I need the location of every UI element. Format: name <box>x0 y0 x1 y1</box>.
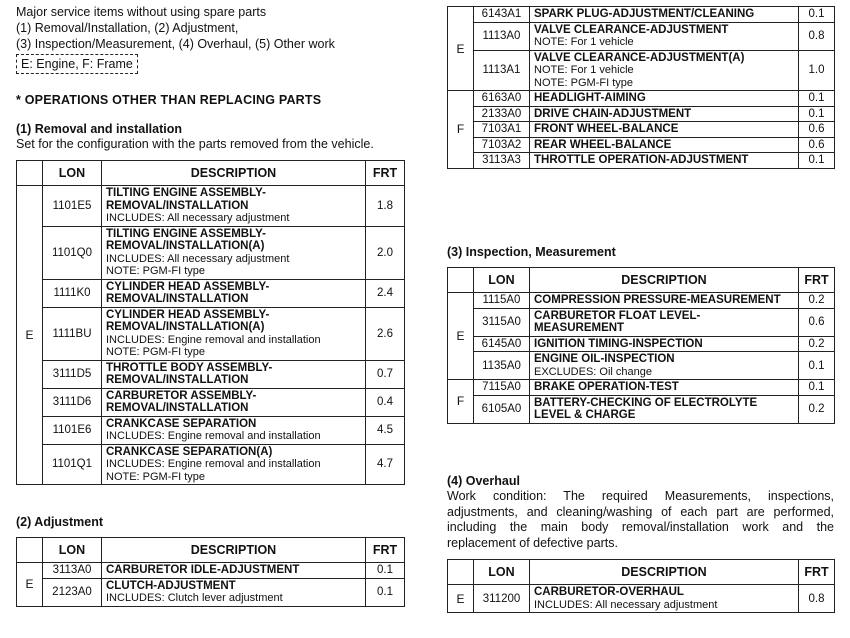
intro-text <box>16 4 335 74</box>
frt-value: 0.1 <box>799 106 835 122</box>
operation-title: BATTERY-CHECKING OF ELECTROLYTE LEVEL & CHARGE <box>534 396 758 421</box>
description <box>102 307 366 360</box>
table-row <box>448 7 835 23</box>
table-row <box>17 226 405 279</box>
table-row <box>448 308 835 336</box>
intro-line-1: Major service items without using spare parts <box>16 5 267 19</box>
operation-note: INCLUDES: Engine removal and installation NOTE: PGM-FI type <box>106 458 321 483</box>
operation-title: CLUTCH-ADJUSTMENT <box>106 579 236 592</box>
operation-note: NOTE: For 1 vehicle NOTE: PGM-FI type <box>534 64 634 89</box>
operation-title: TILTING ENGINE ASSEMBLY- REMOVAL/INSTALLATION <box>106 187 266 212</box>
lon-code: 1113A0 <box>474 22 530 50</box>
header-description: DESCRIPTION <box>102 161 366 186</box>
header-group <box>448 268 474 293</box>
lon-code: 3113A3 <box>474 153 530 169</box>
group-code: F <box>448 380 474 424</box>
operation-title: IGNITION TIMING-INSPECTION <box>534 337 703 350</box>
operation-title: ENGINE OIL-INSPECTION <box>534 353 675 365</box>
table-row <box>448 293 835 309</box>
table-row <box>448 352 835 380</box>
header-group <box>17 161 43 186</box>
frt-value: 0.1 <box>799 352 835 380</box>
frt-value: 0.1 <box>799 153 835 169</box>
table-row <box>448 50 835 91</box>
description <box>530 380 799 396</box>
table-row <box>17 279 405 307</box>
operation-title: DRIVE CHAIN-ADJUSTMENT <box>534 107 692 120</box>
header-description: DESCRIPTION <box>102 538 366 563</box>
frt-value: 0.6 <box>799 122 835 138</box>
table-adjustment-continued <box>447 6 835 169</box>
lon-code: 2133A0 <box>474 106 530 122</box>
operation-title: FRONT WHEEL-BALANCE <box>534 123 679 135</box>
operation-note: INCLUDES: Engine removal and installation NOTE: PGM-FI type <box>106 333 321 358</box>
lon-code: 311200 <box>474 585 530 613</box>
table-removal-installation <box>16 160 405 485</box>
frt-value: 0.2 <box>799 395 835 423</box>
frt-value: 0.6 <box>799 137 835 153</box>
operation-note: INCLUDES: Engine removal and installation <box>106 430 321 442</box>
description <box>530 336 799 352</box>
operation-note: INCLUDES: All necessary adjustment <box>534 598 718 611</box>
frt-value: 1.0 <box>799 50 835 91</box>
description <box>102 360 366 388</box>
frt-value: 0.2 <box>799 293 835 309</box>
lon-code: 1113A1 <box>474 50 530 91</box>
lon-code: 1115A0 <box>474 293 530 309</box>
lon-code: 3111D5 <box>43 360 102 388</box>
group-code: F <box>448 91 474 169</box>
operation-title: VALVE CLEARANCE-ADJUSTMENT <box>534 23 729 36</box>
table-row <box>17 388 405 416</box>
section-1-title: (1) Removal and installation <box>16 122 183 136</box>
table-header-row <box>448 268 835 293</box>
description <box>530 352 799 380</box>
lon-code: 1111K0 <box>43 279 102 307</box>
table-row <box>17 360 405 388</box>
description <box>530 585 799 613</box>
header-frt: FRT <box>799 560 835 585</box>
header-frt: FRT <box>799 268 835 293</box>
operation-title: COMPRESSION PRESSURE-MEASUREMENT <box>534 294 781 306</box>
description <box>102 578 366 606</box>
legend-box: E: Engine, F: Frame <box>16 54 138 74</box>
table-row <box>17 416 405 444</box>
description <box>530 122 799 138</box>
description <box>530 137 799 153</box>
frt-value: 2.6 <box>366 307 405 360</box>
lon-code: 7115A0 <box>474 380 530 396</box>
operation-title: THROTTLE BODY ASSEMBLY- REMOVAL/INSTALLATION <box>106 361 273 386</box>
description <box>102 563 366 579</box>
description <box>530 153 799 169</box>
table-row <box>448 585 835 613</box>
table-inspection-measurement <box>447 267 835 424</box>
table-overhaul <box>447 559 835 613</box>
operation-title: CRANKCASE SEPARATION(A) <box>106 445 273 458</box>
table-row <box>17 578 405 606</box>
header-frt: FRT <box>366 538 405 563</box>
header-description: DESCRIPTION <box>530 268 799 293</box>
operation-title: CYLINDER HEAD ASSEMBLY- REMOVAL/INSTALLATION(A) <box>106 308 270 333</box>
operation-note: INCLUDES: Clutch lever adjustment <box>106 592 283 604</box>
group-code: E <box>448 7 474 91</box>
description <box>530 308 799 336</box>
lon-code: 3111D6 <box>43 388 102 416</box>
frt-value: 2.4 <box>366 279 405 307</box>
table-row <box>448 137 835 153</box>
operation-title: CYLINDER HEAD ASSEMBLY- REMOVAL/INSTALLATION <box>106 280 270 305</box>
frt-value: 4.7 <box>366 444 405 485</box>
description <box>102 226 366 279</box>
table-body <box>17 563 405 607</box>
frt-value: 0.1 <box>799 7 835 23</box>
table-row <box>17 186 405 227</box>
main-heading: * OPERATIONS OTHER THAN REPLACING PARTS <box>16 93 322 107</box>
operation-title: CRANKCASE SEPARATION <box>106 417 257 430</box>
description <box>530 395 799 423</box>
description <box>102 416 366 444</box>
description <box>102 444 366 485</box>
lon-code: 3115A0 <box>474 308 530 336</box>
header-group <box>448 560 474 585</box>
table-header-row <box>17 161 405 186</box>
operation-title: CARBURETOR IDLE-ADJUSTMENT <box>106 564 300 576</box>
table-row <box>17 307 405 360</box>
lon-code: 7103A2 <box>474 137 530 153</box>
description <box>530 22 799 50</box>
section-4-text: Work condition: The required Measurements, inspections, adjustments, and cleaning/washing of each part are performed, including the main body removal/installation work and the replacement of defective parts. <box>447 489 834 550</box>
frt-value: 1.8 <box>366 186 405 227</box>
frt-value: 0.8 <box>799 585 835 613</box>
description <box>530 50 799 91</box>
table-row <box>448 395 835 423</box>
description <box>102 186 366 227</box>
lon-code: 1101Q1 <box>43 444 102 485</box>
operation-title: BRAKE OPERATION-TEST <box>534 381 679 393</box>
header-description: DESCRIPTION <box>530 560 799 585</box>
table-row <box>448 336 835 352</box>
lon-code: 6145A0 <box>474 336 530 352</box>
intro-line-3: (3) Inspection/Measurement, (4) Overhaul, (5) Other work <box>16 37 335 51</box>
section-1-subtitle: Set for the configuration with the parts removed from the vehicle. <box>16 137 374 151</box>
section-2-title: (2) Adjustment <box>16 515 104 529</box>
frt-value: 0.8 <box>799 22 835 50</box>
table-row <box>448 106 835 122</box>
table-body <box>448 585 835 613</box>
table-row <box>448 122 835 138</box>
frt-value: 0.1 <box>366 578 405 606</box>
lon-code: 1101E5 <box>43 186 102 227</box>
lon-code: 7103A1 <box>474 122 530 138</box>
table-body <box>448 293 835 424</box>
header-frt: FRT <box>366 161 405 186</box>
intro-line-2: (1) Removal/Installation, (2) Adjustment, <box>16 21 239 35</box>
operation-note: NOTE: For 1 vehicle <box>534 36 634 48</box>
operation-title: HEADLIGHT-AIMING <box>534 92 646 104</box>
lon-code: 1111BU <box>43 307 102 360</box>
operation-title: REAR WHEEL-BALANCE <box>534 138 672 151</box>
header-group <box>17 538 43 563</box>
header-lon: LON <box>474 560 530 585</box>
operation-title: CARBURETOR FLOAT LEVEL- MEASUREMENT <box>534 309 701 334</box>
table-row <box>448 153 835 169</box>
table-row <box>448 91 835 107</box>
table-row <box>17 444 405 485</box>
operation-note: INCLUDES: All necessary adjustment NOTE: PGM-FI type <box>106 252 290 277</box>
table-body <box>17 186 405 485</box>
header-lon: LON <box>474 268 530 293</box>
lon-code: 1101Q0 <box>43 226 102 279</box>
table-row <box>448 22 835 50</box>
description <box>530 293 799 309</box>
group-code: E <box>448 293 474 380</box>
description <box>102 388 366 416</box>
operation-title: TILTING ENGINE ASSEMBLY- REMOVAL/INSTALLATION(A) <box>106 227 266 252</box>
frt-value: 2.0 <box>366 226 405 279</box>
frt-value: 0.1 <box>799 91 835 107</box>
header-lon: LON <box>43 161 102 186</box>
operation-title: VALVE CLEARANCE-ADJUSTMENT(A) <box>534 51 745 64</box>
frt-value: 0.1 <box>799 380 835 396</box>
table-body <box>448 7 835 169</box>
lon-code: 3113A0 <box>43 563 102 579</box>
frt-value: 0.4 <box>366 388 405 416</box>
lon-code: 2123A0 <box>43 578 102 606</box>
table-header-row <box>17 538 405 563</box>
header-lon: LON <box>43 538 102 563</box>
description <box>530 7 799 23</box>
lon-code: 6105A0 <box>474 395 530 423</box>
group-code: E <box>17 563 43 607</box>
table-header-row <box>448 560 835 585</box>
group-code: E <box>17 186 43 485</box>
lon-code: 6163A0 <box>474 91 530 107</box>
frt-value: 0.6 <box>799 308 835 336</box>
table-row <box>17 563 405 579</box>
frt-value: 0.1 <box>366 563 405 579</box>
table-adjustment <box>16 537 405 607</box>
lon-code: 1135A0 <box>474 352 530 380</box>
lon-code: 6143A1 <box>474 7 530 23</box>
description <box>530 106 799 122</box>
operation-title: CARBURETOR-OVERHAUL <box>534 586 684 598</box>
section-3-title: (3) Inspection, Measurement <box>447 245 616 259</box>
description <box>102 279 366 307</box>
group-code: E <box>448 585 474 613</box>
operation-title: CARBURETOR ASSEMBLY- REMOVAL/INSTALLATION <box>106 389 257 414</box>
frt-value: 0.7 <box>366 360 405 388</box>
operation-title: THROTTLE OPERATION-ADJUSTMENT <box>534 154 749 166</box>
table-row <box>448 380 835 396</box>
lon-code: 1101E6 <box>43 416 102 444</box>
section-4-title: (4) Overhaul <box>447 474 520 488</box>
frt-value: 0.2 <box>799 336 835 352</box>
description <box>530 91 799 107</box>
operation-title: SPARK PLUG-ADJUSTMENT/CLEANING <box>534 8 755 20</box>
operation-note: EXCLUDES: Oil change <box>534 365 652 378</box>
operation-note: INCLUDES: All necessary adjustment <box>106 212 290 224</box>
frt-value: 4.5 <box>366 416 405 444</box>
